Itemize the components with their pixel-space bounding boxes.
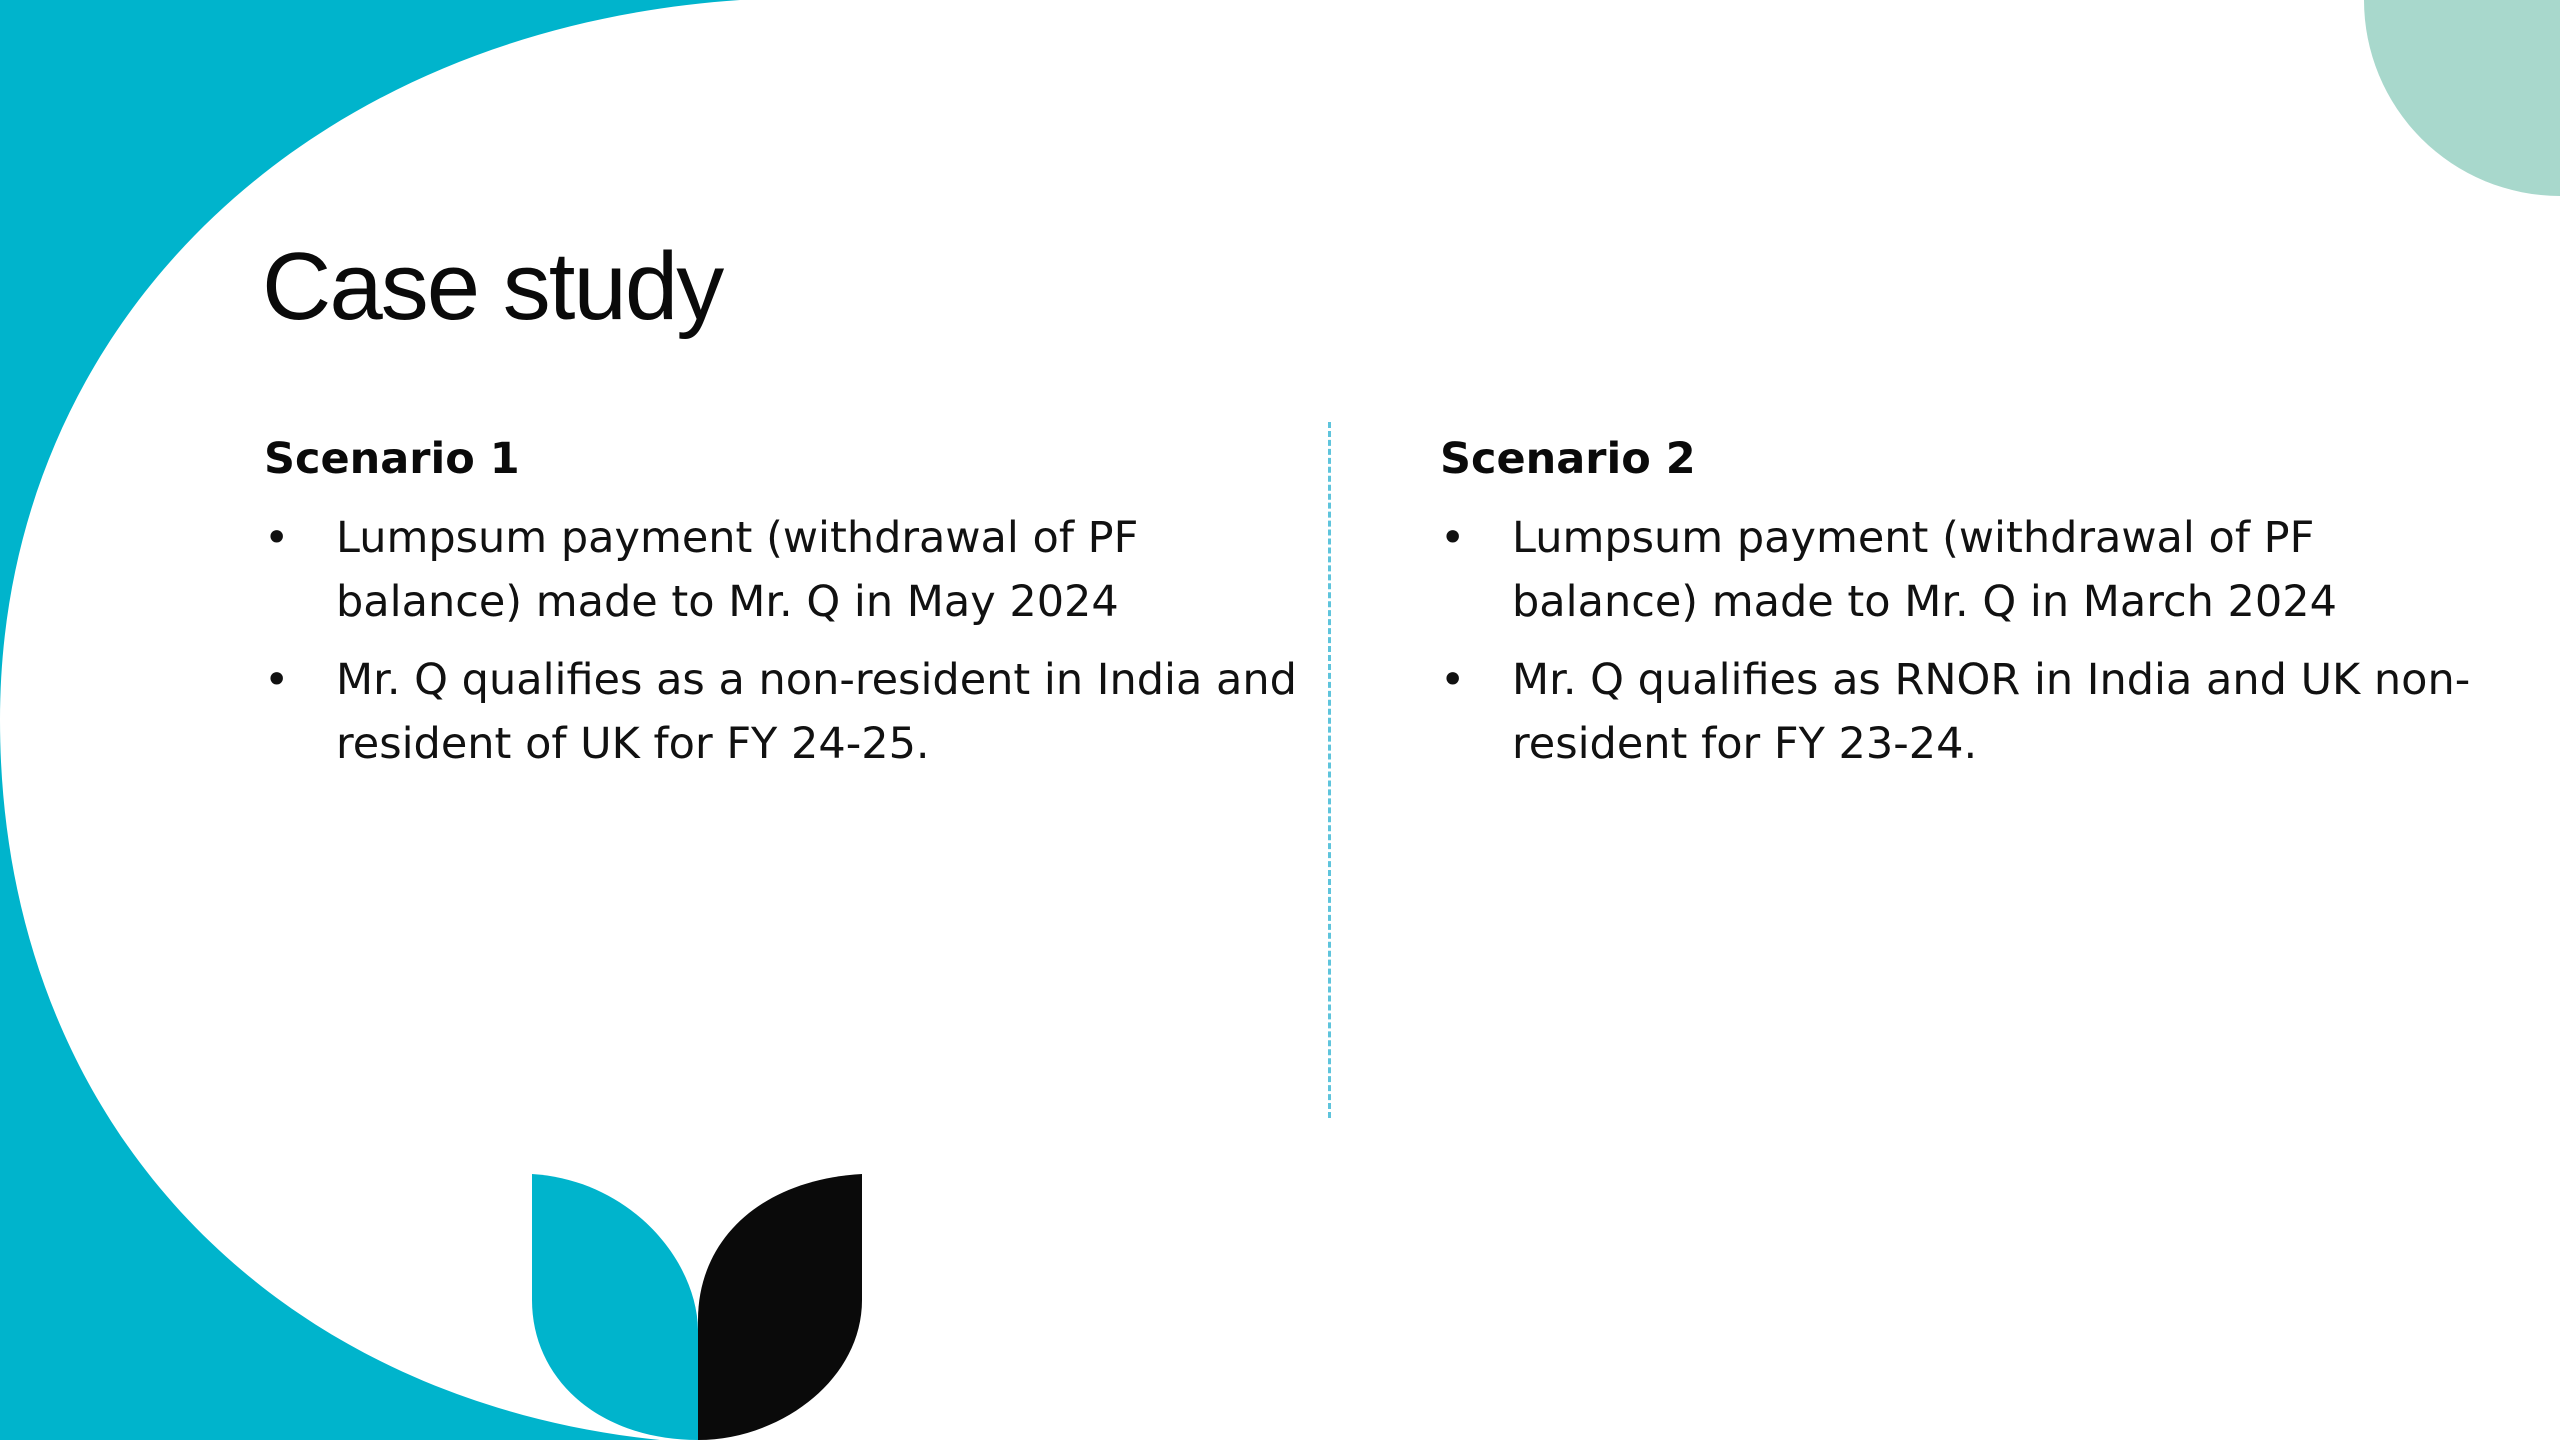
bullet-text: Lumpsum payment (withdrawal of PF balance) made to Mr. Q in May 2024 bbox=[336, 512, 1139, 627]
bullet-icon: • bbox=[264, 654, 290, 705]
scenario-2-bullets bbox=[1440, 506, 2480, 776]
mint-corner-circle bbox=[2364, 0, 2560, 196]
scenario-1-heading: Scenario 1 bbox=[264, 434, 520, 484]
scenario-1-bullets bbox=[264, 506, 1304, 776]
list-item bbox=[264, 506, 1304, 634]
bullet-icon: • bbox=[1440, 512, 1466, 563]
scenario-1-column bbox=[264, 432, 1304, 790]
list-item bbox=[264, 648, 1304, 776]
bullet-icon: • bbox=[1440, 654, 1466, 705]
dark-leaf-shape bbox=[698, 1174, 862, 1440]
page-title: Case study bbox=[262, 233, 723, 340]
scenario-2-heading: Scenario 2 bbox=[1440, 434, 1696, 484]
list-item bbox=[1440, 506, 2480, 634]
bullet-text: Mr. Q qualifies as a non-resident in India and resident of UK for FY 24-25. bbox=[336, 654, 1297, 769]
bullet-text: Mr. Q qualifies as RNOR in India and UK non-resident for FY 23-24. bbox=[1512, 654, 2471, 769]
bullet-text: Lumpsum payment (withdrawal of PF balance) made to Mr. Q in March 2024 bbox=[1512, 512, 2337, 627]
bullet-icon: • bbox=[264, 512, 290, 563]
list-item bbox=[1440, 648, 2480, 776]
scenario-2-column bbox=[1440, 432, 2480, 790]
column-divider bbox=[1328, 422, 1331, 1118]
cyan-leaf-shape bbox=[532, 1174, 698, 1440]
